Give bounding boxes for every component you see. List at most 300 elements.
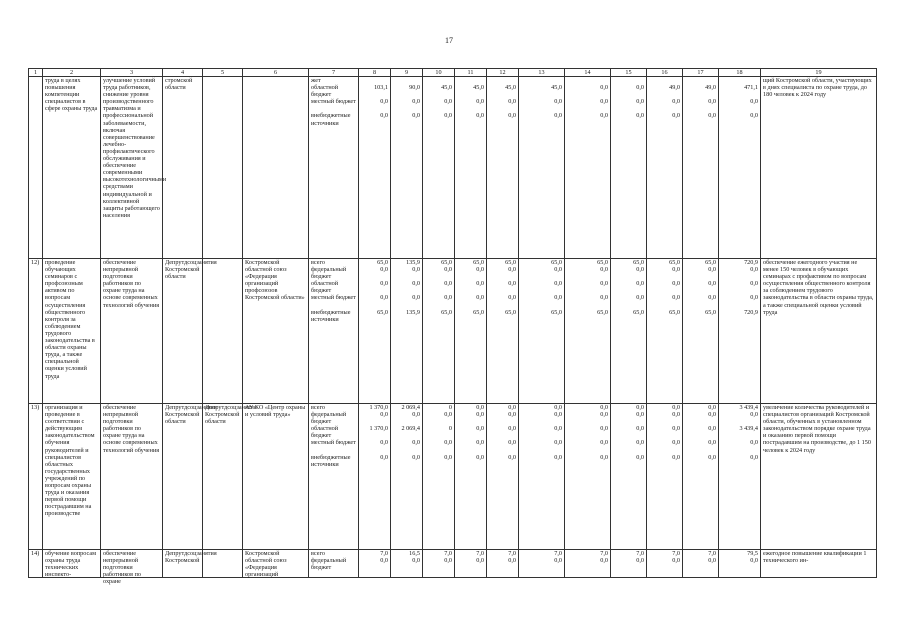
column-number-19: 19 <box>761 69 877 77</box>
amount-value: 7,0 <box>380 550 388 557</box>
amount-value: 0,0 <box>600 266 608 274</box>
amount-value: 7,0 <box>508 550 516 557</box>
amount-value: 0,0 <box>600 453 608 461</box>
amount-value: 0,0 <box>636 266 644 274</box>
amount-value: 1 370,0 <box>369 404 388 411</box>
amount-value: 0,0 <box>708 439 716 447</box>
table-row <box>29 259 877 404</box>
amount-value: 45,0 <box>551 84 562 92</box>
year-value-cell <box>647 259 683 404</box>
year-value-cell <box>359 404 391 550</box>
amount-value: 0,0 <box>600 439 608 447</box>
funding-source: областной бюджет <box>311 84 339 99</box>
amount-value: 0,0 <box>412 266 420 274</box>
column-number-16: 16 <box>647 69 683 77</box>
amount-value: 0,0 <box>600 425 608 433</box>
amount-value: 65,0 <box>473 308 484 316</box>
amount-value: 0,0 <box>508 280 516 288</box>
amount-value: 0,0 <box>600 404 608 411</box>
participant-cell-text: Костромской областной союз «Федерация организаций <box>245 550 287 579</box>
participant-cell-text: АУ КО «Центр охраны и условий труда» <box>245 404 306 419</box>
amount-value: 7,0 <box>672 550 680 557</box>
year-value-cell <box>487 550 519 578</box>
year-value-list <box>393 77 420 127</box>
amount-value: 3 439,4 <box>739 425 758 433</box>
amount-value: 0,0 <box>750 294 758 302</box>
row-number: 13) <box>29 404 43 550</box>
amount-value: 1 370,0 <box>369 425 388 433</box>
column-number-3: 3 <box>101 69 163 77</box>
year-value-cell <box>683 550 719 578</box>
result-cell <box>761 259 877 404</box>
year-value-list <box>649 77 680 127</box>
year-value-cell <box>455 259 487 404</box>
year-value-cell <box>487 259 519 404</box>
amount-value: 0,0 <box>444 98 452 106</box>
year-value-cell <box>487 404 519 550</box>
row-number <box>29 77 43 259</box>
year-value-list <box>649 550 680 571</box>
amount-value: 0,0 <box>412 294 420 302</box>
amount-value: 0,0 <box>750 266 758 274</box>
column-number-14: 14 <box>565 69 611 77</box>
amount-value: 0,0 <box>412 280 420 288</box>
year-value-list <box>457 77 484 127</box>
year-value-list <box>685 77 716 127</box>
column-number-5: 5 <box>203 69 243 77</box>
goal-cell-text: обеспечение непрерывной подготовки работников по охране <box>103 550 141 586</box>
task-cell <box>43 550 101 578</box>
amount-value: 0,0 <box>636 112 644 120</box>
amount-value: 0,0 <box>708 98 716 106</box>
amount-value: 0,0 <box>554 453 562 461</box>
funding-source: областной бюджет <box>311 425 339 440</box>
amount-value: 0,0 <box>380 112 388 120</box>
year-value-list <box>489 77 516 127</box>
amount-value: 0,0 <box>444 411 452 419</box>
year-value-cell <box>719 259 761 404</box>
year-value-list <box>489 259 516 323</box>
amount-value: 0,0 <box>476 404 484 411</box>
amount-value: 0,0 <box>672 112 680 120</box>
year-value-list <box>613 550 644 571</box>
amount-value: 65,0 <box>505 308 516 316</box>
column-number-13: 13 <box>519 69 565 77</box>
funding-source: местный бюджет <box>311 98 356 106</box>
amount-value: 0,0 <box>412 98 420 106</box>
executor-cell-text: стромской области <box>165 77 193 92</box>
task-cell <box>43 404 101 550</box>
amount-value: 65,0 <box>377 308 388 316</box>
amount-value: 720,9 <box>744 259 758 266</box>
amount-value: 7,0 <box>708 550 716 557</box>
year-value-list <box>721 259 758 323</box>
year-value-cell <box>683 259 719 404</box>
amount-value <box>361 77 388 84</box>
funding-sources-list <box>311 550 356 571</box>
amount-value: 0,0 <box>476 425 484 433</box>
year-value-list <box>521 550 562 571</box>
amount-value: 0,0 <box>750 439 758 447</box>
goal-cell <box>101 550 163 586</box>
amount-value: 0,0 <box>554 439 562 447</box>
header-row <box>29 69 877 77</box>
year-value-cell <box>683 77 719 259</box>
amount-value: 0,0 <box>444 557 452 565</box>
amount-value: 0,0 <box>444 439 452 447</box>
amount-value: 65,0 <box>633 308 644 316</box>
amount-value: 65,0 <box>551 259 562 266</box>
amount-value: 2 069,4 <box>401 425 420 433</box>
amount-value <box>457 77 484 84</box>
amount-value: 0,0 <box>708 112 716 120</box>
participant-cell <box>243 550 309 578</box>
amount-value: 49,0 <box>669 84 680 92</box>
amount-value: 0,0 <box>708 404 716 411</box>
amount-value: 0,0 <box>672 280 680 288</box>
amount-value: 65,0 <box>669 308 680 316</box>
result-cell <box>761 550 877 578</box>
result-cell <box>761 404 877 550</box>
task-cell <box>43 77 101 259</box>
amount-value: 79,5 <box>747 550 758 557</box>
amount-value: 0,0 <box>672 404 680 411</box>
column-number-11: 11 <box>455 69 487 77</box>
amount-value: 0,0 <box>750 98 758 106</box>
amount-value: 0,0 <box>508 411 516 419</box>
amount-value: 720,9 <box>744 308 758 316</box>
amount-value: 0,0 <box>554 98 562 106</box>
goal-cell-text: обеспечение непрерывной подготовки работников по охране труда на основе современных технологий обучения <box>103 259 160 309</box>
amount-value: 0,0 <box>444 453 452 461</box>
year-value-list <box>425 404 452 468</box>
amount-value: 7,0 <box>554 550 562 557</box>
participant-cell <box>243 404 309 550</box>
year-value-list <box>425 77 452 127</box>
executor-cell <box>163 77 203 259</box>
amount-value: 0,0 <box>672 453 680 461</box>
amount-value: 135,9 <box>406 259 420 266</box>
amount-value: 7,0 <box>444 550 452 557</box>
amount-value <box>613 77 644 84</box>
task-cell-text: организация и проведение в соответствии с действующим законодательством обучения руководителей и специалистов областных государственных учреждений по вопросам охраны труда и оказания первой помощи пострадавшим на производстве <box>45 404 95 518</box>
amount-value: 65,0 <box>473 259 484 266</box>
year-value-list <box>361 404 388 468</box>
year-value-cell <box>391 550 423 578</box>
year-value-list <box>685 404 716 468</box>
amount-value: 0,0 <box>554 425 562 433</box>
amount-value: 65,0 <box>597 308 608 316</box>
column-number-1: 1 <box>29 69 43 77</box>
amount-value: 0,0 <box>412 411 420 419</box>
year-value-list <box>361 77 388 127</box>
year-value-cell <box>359 259 391 404</box>
funding-source: всего <box>311 259 325 266</box>
amount-value <box>721 77 758 84</box>
column-number-9: 9 <box>391 69 423 77</box>
task-cell-text: труда в целях повышения компетенции специалистов в сфере охраны труда <box>45 77 98 113</box>
amount-value: 0,0 <box>708 453 716 461</box>
amount-value: 0,0 <box>476 294 484 302</box>
amount-value: 2 069,4 <box>401 404 420 411</box>
amount-value: 135,9 <box>406 308 420 316</box>
amount-value <box>685 77 716 84</box>
year-value-cell <box>359 77 391 259</box>
year-value-cell <box>391 259 423 404</box>
year-value-list <box>649 259 680 323</box>
amount-value: 0,0 <box>380 294 388 302</box>
amount-value <box>649 77 680 84</box>
program-table <box>28 68 877 586</box>
year-value-cell <box>487 77 519 259</box>
year-value-list <box>457 550 484 571</box>
funding-source: всего <box>311 404 325 411</box>
participant-cell-text: Костромской областной союз «Федерация организаций профсоюзов Костромской области» <box>245 259 305 302</box>
page-number: 17 <box>445 36 453 45</box>
year-value-cell <box>359 550 391 578</box>
year-value-list <box>393 404 420 468</box>
amount-value: 0,0 <box>600 411 608 419</box>
funding-source: внебюджетные источники <box>311 453 351 468</box>
year-value-cell <box>719 404 761 550</box>
year-value-cell <box>647 550 683 578</box>
executor-cell-text: Депрутдсоцзанятия Костромской области <box>165 404 217 426</box>
amount-value: 0,0 <box>508 266 516 274</box>
amount-value: 0,0 <box>380 453 388 461</box>
year-value-cell <box>719 550 761 578</box>
amount-value: 0,0 <box>508 557 516 565</box>
amount-value: 45,0 <box>473 84 484 92</box>
amount-value: 0,0 <box>554 404 562 411</box>
amount-value: 65,0 <box>669 259 680 266</box>
year-value-list <box>361 550 388 571</box>
amount-value: 65,0 <box>441 259 452 266</box>
amount-value: 7,0 <box>600 550 608 557</box>
year-value-list <box>457 404 484 468</box>
amount-value: 0,0 <box>508 294 516 302</box>
amount-value: 0,0 <box>672 294 680 302</box>
year-value-cell <box>519 259 565 404</box>
year-value-list <box>393 550 420 571</box>
amount-value: 0,0 <box>636 425 644 433</box>
year-value-list <box>567 77 608 127</box>
amount-value <box>521 77 562 84</box>
executor-cell-text: Депрутдсоцзанятия Костромской <box>165 550 217 565</box>
amount-value: 0,0 <box>554 112 562 120</box>
column-number-18: 18 <box>719 69 761 77</box>
coexecutor-cell-text <box>205 77 240 258</box>
amount-value: 0,0 <box>708 425 716 433</box>
year-value-cell <box>611 77 647 259</box>
funding-source: федеральный бюджет <box>311 266 347 281</box>
year-value-cell <box>519 77 565 259</box>
column-number-7: 7 <box>309 69 359 77</box>
column-number-15: 15 <box>611 69 647 77</box>
year-value-list <box>489 404 516 468</box>
amount-value: 0,0 <box>708 294 716 302</box>
funding-source: областной бюджет <box>311 280 339 295</box>
amount-value: 0,0 <box>636 557 644 565</box>
coexecutor-cell <box>203 404 257 550</box>
year-value-cell <box>455 77 487 259</box>
amount-value: 0,0 <box>636 98 644 106</box>
amount-value: 0,0 <box>672 425 680 433</box>
amount-value: 0,0 <box>672 439 680 447</box>
amount-value <box>489 77 516 84</box>
column-number-8: 8 <box>359 69 391 77</box>
amount-value: 0,0 <box>554 294 562 302</box>
amount-value: 0,0 <box>708 557 716 565</box>
goal-cell <box>101 404 163 550</box>
amount-value: 0,0 <box>444 266 452 274</box>
year-value-cell <box>611 404 647 550</box>
amount-value: 65,0 <box>441 308 452 316</box>
amount-value: 65,0 <box>377 259 388 266</box>
year-value-cell <box>455 404 487 550</box>
participant-cell <box>243 259 309 404</box>
year-value-list <box>613 404 644 468</box>
result-cell-text: ежегодное повышение квалификации 1 технического ин- <box>763 550 867 565</box>
funding-sources-cell <box>309 404 359 550</box>
amount-value: 0,0 <box>508 425 516 433</box>
funding-sources-cell <box>309 259 359 404</box>
executor-cell <box>163 259 217 404</box>
year-value-list <box>567 404 608 468</box>
amount-value: 65,0 <box>505 259 516 266</box>
amount-value: 0,0 <box>750 557 758 565</box>
year-value-list <box>457 259 484 323</box>
amount-value: 0,0 <box>476 557 484 565</box>
year-value-list <box>721 550 758 571</box>
table-row <box>29 77 877 259</box>
year-value-cell <box>719 77 761 259</box>
year-value-cell <box>565 404 611 550</box>
amount-value: 0,0 <box>636 439 644 447</box>
year-value-cell <box>647 404 683 550</box>
executor-cell-text: Депрутдсоцзанятия Костромской области <box>165 259 217 281</box>
funding-source: жет <box>311 77 321 84</box>
funding-source: всего <box>311 550 325 557</box>
table-row <box>29 404 877 550</box>
amount-value: 0,0 <box>444 280 452 288</box>
year-value-cell <box>423 259 455 404</box>
amount-value: 0,0 <box>476 411 484 419</box>
year-value-cell <box>611 259 647 404</box>
year-value-list <box>425 259 452 323</box>
year-value-list <box>567 550 608 571</box>
amount-value: 45,0 <box>441 84 452 92</box>
table-body <box>29 69 877 586</box>
goal-cell <box>101 259 163 404</box>
amount-value: 3 439,4 <box>739 404 758 411</box>
amount-value: 0,0 <box>672 557 680 565</box>
year-value-list <box>521 259 562 323</box>
year-value-list <box>361 259 388 323</box>
amount-value: 0,0 <box>476 453 484 461</box>
amount-value: 0,0 <box>380 557 388 565</box>
amount-value: 65,0 <box>551 308 562 316</box>
amount-value: 7,0 <box>476 550 484 557</box>
amount-value: 65,0 <box>705 308 716 316</box>
row-number: 12) <box>29 259 43 404</box>
row-number: 14) <box>29 550 43 578</box>
amount-value: 0,0 <box>636 404 644 411</box>
amount-value: 0,0 <box>672 266 680 274</box>
amount-value: 0,0 <box>600 294 608 302</box>
year-value-list <box>721 404 758 468</box>
amount-value: 0,0 <box>380 439 388 447</box>
amount-value: 0,0 <box>672 98 680 106</box>
amount-value: 0 <box>448 425 452 433</box>
amount-value: 0 <box>448 404 452 411</box>
column-number-6: 6 <box>243 69 309 77</box>
year-value-cell <box>391 404 423 550</box>
column-number-10: 10 <box>423 69 455 77</box>
executor-cell <box>163 550 217 578</box>
year-value-cell <box>519 550 565 578</box>
amount-value: 0,0 <box>380 411 388 419</box>
goal-cell-text: улучшение условий труда работников, снижение уровня производственного травматизма и профессиональной заболеваемости, включая совершенствование лечебно-профилактического обслуживания и обеспечение современными высокотехнологичными средствами индивидуальной и коллективной защиты работающего населения <box>103 77 167 219</box>
funding-sources-cell <box>309 550 359 578</box>
year-value-cell <box>565 77 611 259</box>
amount-value: 0,0 <box>600 84 608 92</box>
participant-cell-text <box>245 77 306 258</box>
coexecutor-cell <box>203 259 243 404</box>
amount-value: 103,1 <box>374 84 388 92</box>
amount-value: 0,0 <box>476 280 484 288</box>
amount-value: 0,0 <box>476 98 484 106</box>
amount-value: 471,1 <box>744 84 758 92</box>
amount-value: 0,0 <box>750 453 758 461</box>
year-value-cell <box>423 404 455 550</box>
amount-value: 0,0 <box>636 84 644 92</box>
year-value-cell <box>391 77 423 259</box>
amount-value: 0,0 <box>380 280 388 288</box>
funding-sources-list <box>311 77 356 127</box>
funding-source: местный бюджет <box>311 439 356 447</box>
task-cell-text: обучение вопросам охраны труда технических инспекто- <box>45 550 96 579</box>
amount-value: 0,0 <box>636 453 644 461</box>
year-value-list <box>685 259 716 323</box>
funding-source: федеральный бюджет <box>311 557 347 572</box>
year-value-cell <box>423 550 455 578</box>
amount-value: 0,0 <box>412 557 420 565</box>
amount-value: 16,5 <box>409 550 420 557</box>
year-value-list <box>489 550 516 571</box>
amount-value: 65,0 <box>705 259 716 266</box>
amount-value: 65,0 <box>633 259 644 266</box>
year-value-list <box>393 259 420 323</box>
coexecutor-cell <box>203 77 243 259</box>
amount-value: 0,0 <box>412 112 420 120</box>
goal-cell-text: обеспечение непрерывной подготовки работников по охране труда на основе современных технологий обучения <box>103 404 160 454</box>
amount-value: 0,0 <box>600 112 608 120</box>
year-value-cell <box>455 550 487 578</box>
amount-value: 0,0 <box>636 280 644 288</box>
amount-value: 0,0 <box>554 280 562 288</box>
amount-value: 0,0 <box>600 557 608 565</box>
result-cell <box>761 77 877 259</box>
amount-value: 0,0 <box>380 98 388 106</box>
amount-value: 65,0 <box>597 259 608 266</box>
amount-value: 0,0 <box>380 266 388 274</box>
year-value-cell <box>611 550 647 578</box>
amount-value <box>567 77 608 84</box>
coexecutor-cell-text <box>205 259 240 403</box>
column-number-4: 4 <box>163 69 203 77</box>
amount-value: 0,0 <box>636 294 644 302</box>
amount-value: 0,0 <box>476 112 484 120</box>
